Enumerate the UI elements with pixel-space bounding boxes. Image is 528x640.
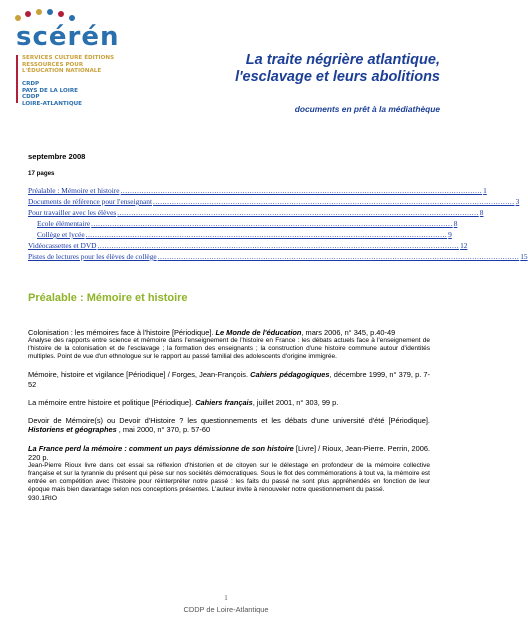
entry-description: Analyse des rapports entre science et mémoire dans l'enseignement de l'histoire en France : les débats actuels face à l'enseignement de l'histoire de la colonisation et de l'esclavage ; la formation des enseignants ; la construction d'une histoire commune autour d'identités multiples. Point de vue d'un ethnologue sur le rapport au passé familial des adolescents d'origine immigrée. — [28, 337, 430, 361]
toc-link[interactable]: Vidéocassettes et DVD .......................................................................................................................................................... 12 — [28, 241, 468, 250]
publication-date: septembre 2008 — [28, 152, 86, 161]
toc-link[interactable]: Pistes de lectures pour les élèves de collège .......................................................................................................................................................... 15 — [28, 252, 528, 261]
page-number: 1 — [224, 594, 228, 602]
bibliography-entry: La mémoire entre histoire et politique [Périodique]. Cahiers français, juillet 2001, n° 303, 99 p. — [28, 397, 339, 407]
bibliography-entry: Colonisation : les mémoires face à l'histoire [Périodique]. Le Monde de l'éducation, mars 2006, n° 345, p.40-49 Analyse des rapports entre science et mémoire dans l'enseignement de l'histoire en France : les débats actuels face à l'enseignement de l'histoire de la colonisation et de l'esclavage ; la formation des enseignants ; la construction d'une histoire commune autour d'identités multiples. Point de vue d'un ethnologue sur le rapport au passé familial des adolescents d'origine immigrée. — [28, 328, 430, 361]
bibliography-entry: Devoir de Mémoire(s) ou Devoir d'Histoire ? les questionnements et les débats d'une université d'été [Périodique]. Historiens et géographes , mai 2000, n° 370, p. 57-60 — [28, 416, 430, 435]
logo-center-lines: CRDP PAYS DE LA LOIRE CDDP LOIRE-ATLANTIQUE — [22, 81, 82, 107]
toc-link[interactable]: Pour travailler avec les élèves .......................................................................................................................................................... 8 — [28, 208, 484, 217]
logo-bar — [16, 55, 18, 103]
bibliography-list — [28, 328, 430, 512]
logo-wordmark: scérén — [16, 22, 120, 52]
toc-link[interactable]: Ecole élémentaire .......................................................................................................................................................... 8 — [37, 219, 458, 228]
document-title: La traite négrière atlantique, l'esclavage et leurs abolitions — [235, 52, 440, 85]
entry-description: Jean-Pierre Rioux livre dans cet essai sa réflexion d'historien et de citoyen sur le délestage en profondeur de la mémoire collective française et sur la tyrannie du présent qui pèse sur nos sociétés démocratiques. Sous le flot des commémorations à tout va, la mémoire est entrée en compétition avec l'histoire pour réinterpréter notre passé : les faits du passé ne sont plus appréhendés en fonction de leur époque mais bien davantage selon nos conceptions présentes. L'auteur invite à renouveler notre questionnement du passé. — [28, 461, 430, 494]
document-subtitle: documents en prêt à la médiathèque — [294, 104, 440, 114]
toc-link[interactable]: Documents de référence pour l'enseignant .......................................................................................................................................................... 3 — [28, 197, 520, 206]
bibliography-entry: Mémoire, histoire et vigilance [Périodique] / Forges, Jean-François. Cahiers pédagogiques, décembre 1999, n° 379, p. 7-52 — [28, 370, 430, 389]
footer-text: CDDP de Loire-Atlantique — [183, 605, 269, 614]
section-heading: Préalable : Mémoire et histoire — [28, 292, 188, 304]
logo-publisher-lines: SERVICES CULTURE ÉDITIONS RESSOURCES POUR L'ÉDUCATION NATIONALE — [22, 55, 115, 75]
call-number: 930.1RIO — [28, 495, 58, 503]
toc-link[interactable]: Préalable : Mémoire et histoire .......................................................................................................................................................... 1 — [28, 186, 487, 195]
bibliography-entry: La France perd la mémoire : comment un pays démissionne de son histoire [Livre] / Rioux, Jean-Pierre. Perrin, 2006. 220 p. Jean-Pierre Rioux livre dans cet essai sa réflexion d'historien et de citoyen sur le délestage en profondeur de la mémoire collective française et sur la tyrannie du présent qui pèse sur nos sociétés démocratiques. Sous le flot des commémorations à tout va, la mémoire est entrée en compétition avec l'histoire pour réinterpréter notre passé : les faits du passé ne sont plus appréhendés en fonction de leur époque mais bien davantage selon nos conceptions présentes. L'auteur invite à renouveler notre questionnement du passé. 930.1RIO — [28, 443, 431, 503]
table-of-contents — [28, 186, 528, 263]
page-count: 17 pages — [28, 170, 55, 177]
toc-link[interactable]: Collège et lycée .......................................................................................................................................................... 9 — [37, 230, 452, 239]
